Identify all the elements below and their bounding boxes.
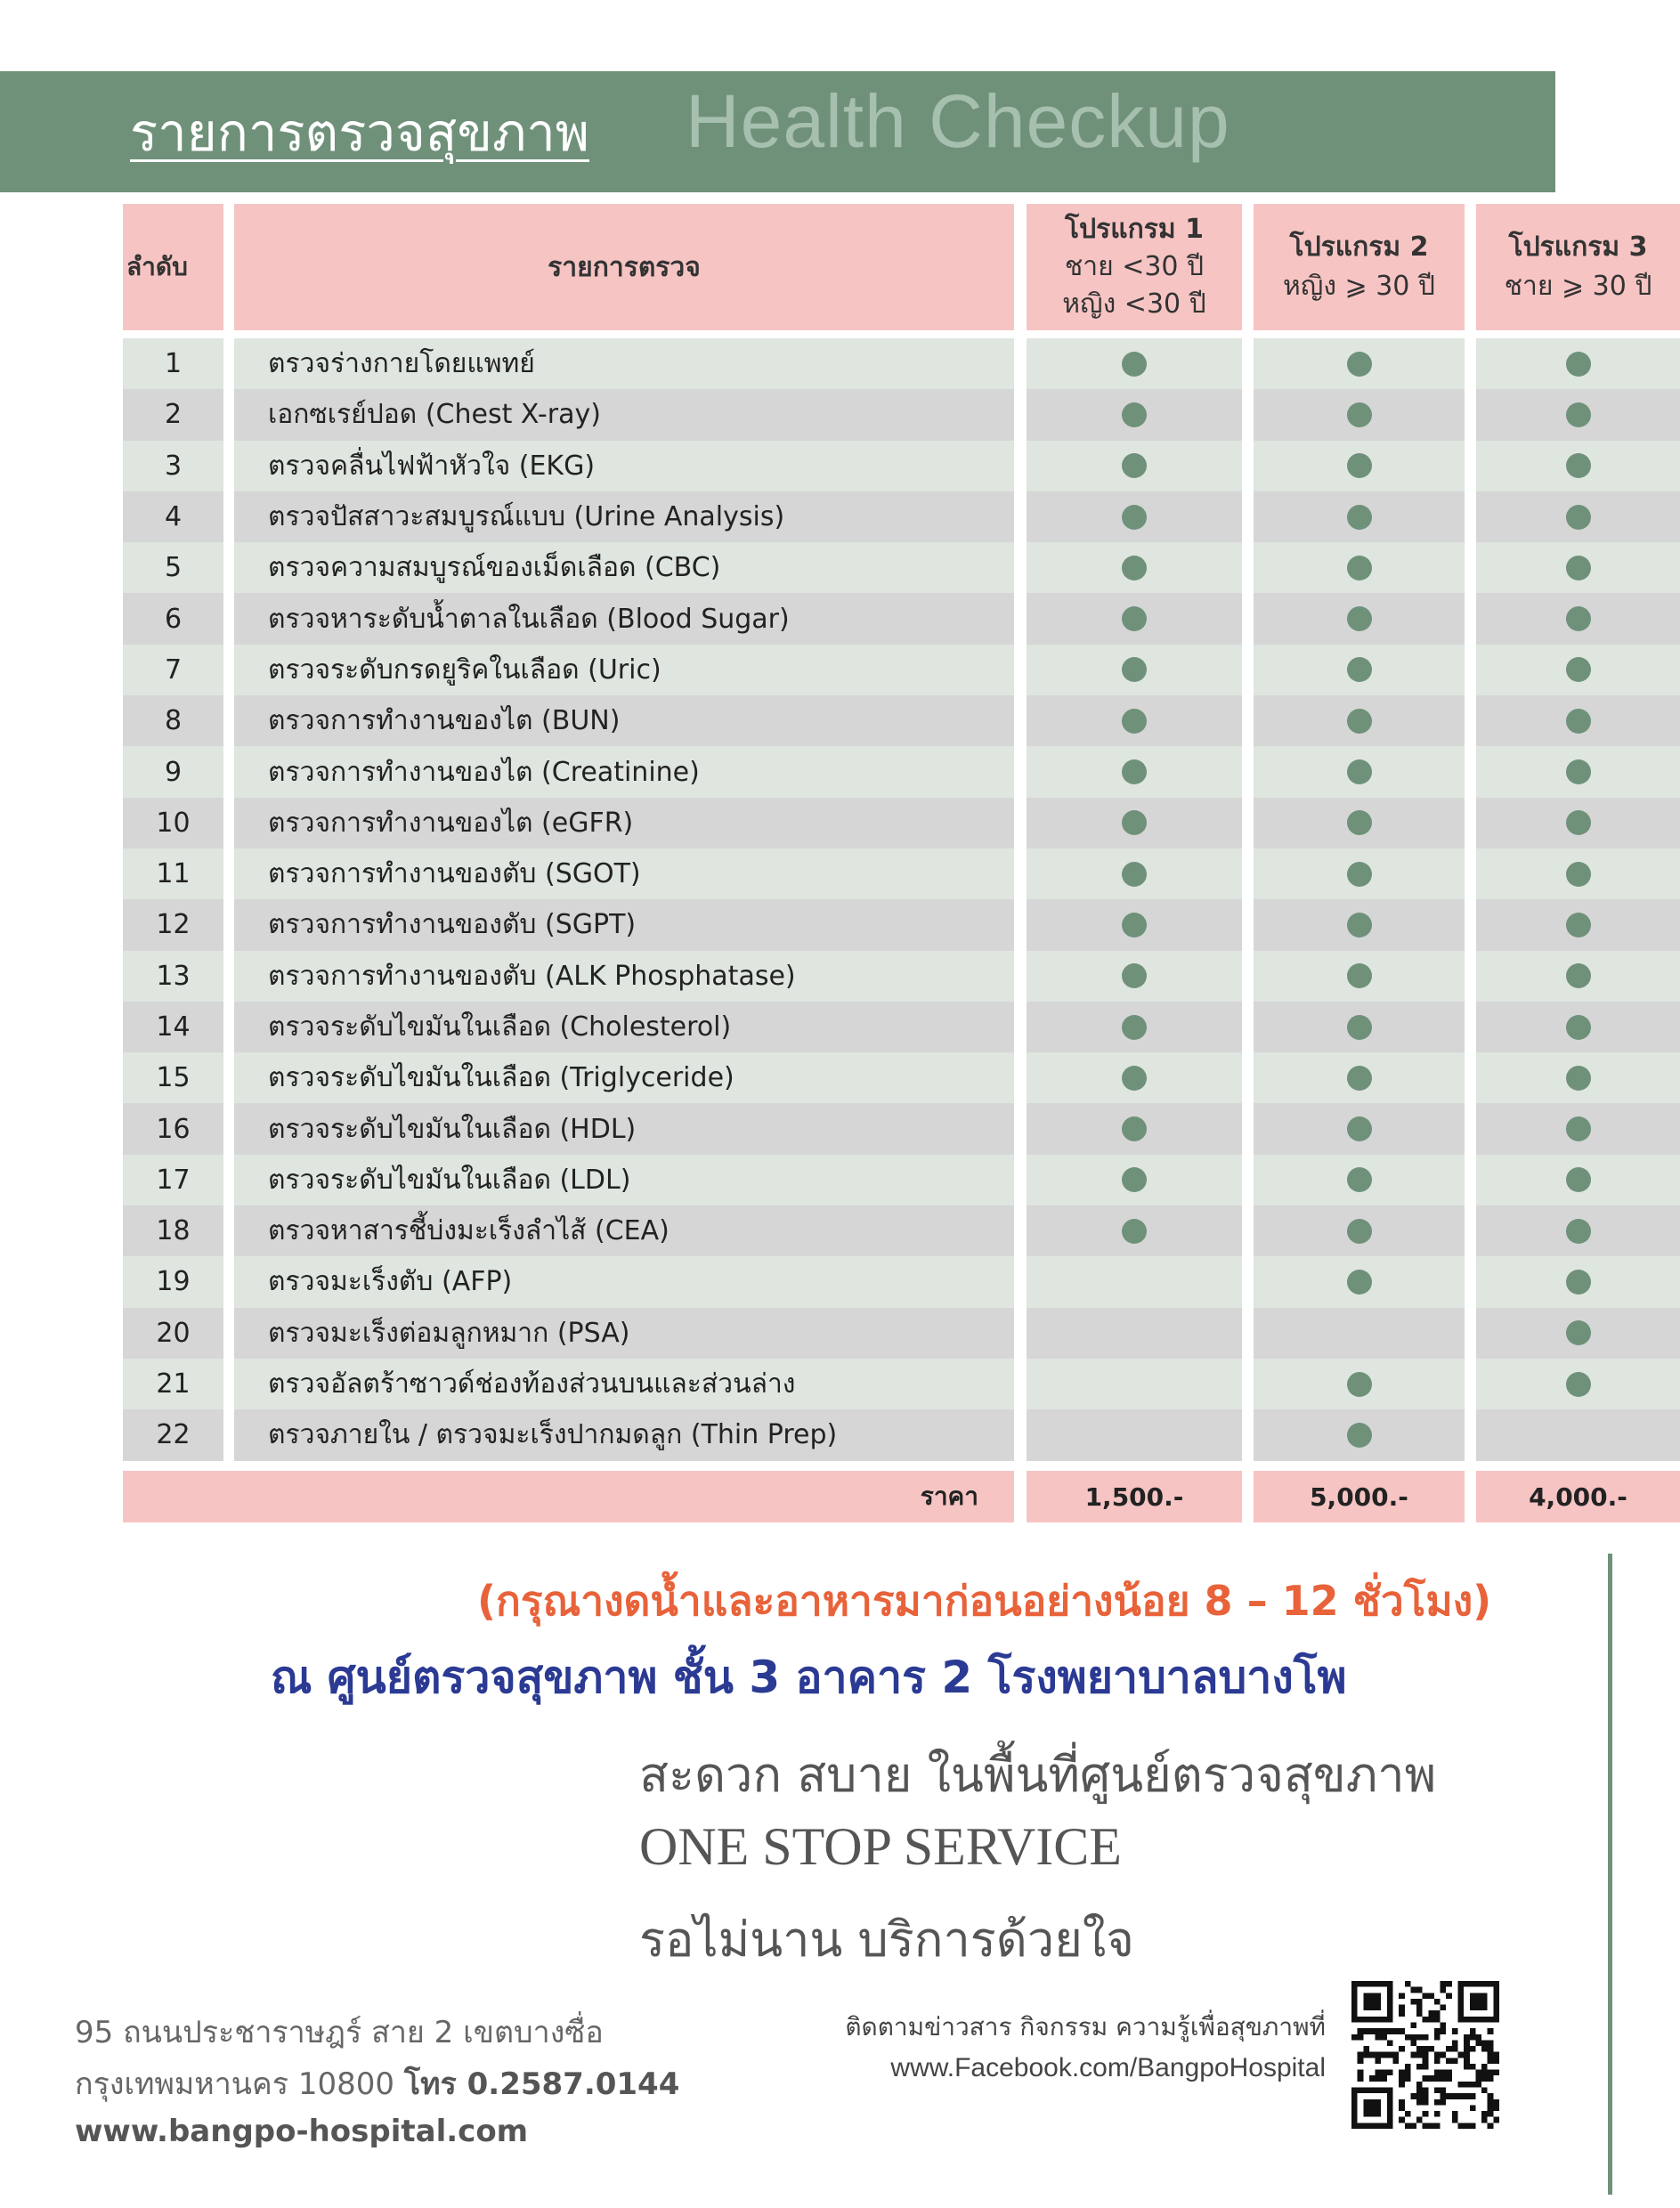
promo-line-2: ONE STOP SERVICE <box>639 1817 1122 1876</box>
row-number: 7 <box>123 645 223 695</box>
included-dot-icon <box>1566 556 1591 580</box>
col-header-program-2 <box>1254 204 1465 330</box>
row-item: ตรวจร่างกายโดยแพทย์ <box>234 338 1014 389</box>
row-number: 13 <box>123 951 223 1002</box>
table-row <box>123 491 1555 542</box>
program-3-cell <box>1476 899 1680 950</box>
program-3-name: โปรแกรม 3 <box>1508 231 1648 263</box>
row-item: ตรวจระดับกรดยูริคในเลือด (Uric) <box>234 645 1014 695</box>
table-row <box>123 1256 1555 1307</box>
program-1-male: ชาย <30 ปี <box>1064 251 1205 282</box>
program-2-cell <box>1254 695 1465 746</box>
address-city: กรุงเทพมหานคร 10800 <box>75 2066 404 2102</box>
row-number: 1 <box>123 338 223 389</box>
program-3-cell <box>1476 441 1680 491</box>
included-dot-icon <box>1347 556 1372 580</box>
col-header-program-3 <box>1476 204 1680 330</box>
included-dot-icon <box>1566 1219 1591 1244</box>
program-2-cell <box>1254 491 1465 542</box>
row-item: ตรวจการทำงานของตับ (ALK Phosphatase) <box>234 951 1014 1002</box>
included-dot-icon <box>1122 657 1147 682</box>
included-dot-icon <box>1122 606 1147 631</box>
included-dot-icon <box>1566 1116 1591 1141</box>
program-3-cell <box>1476 798 1680 848</box>
website-link[interactable]: www.bangpo-hospital.com <box>75 2114 529 2149</box>
program-1-cell <box>1027 1308 1242 1359</box>
included-dot-icon <box>1347 862 1372 887</box>
included-dot-icon <box>1122 810 1147 835</box>
table-row <box>123 593 1555 644</box>
row-item: ตรวจการทำงานของไต (BUN) <box>234 695 1014 746</box>
included-dot-icon <box>1347 606 1372 631</box>
program-3-cell <box>1476 389 1680 440</box>
program-1-cell <box>1027 951 1242 1002</box>
included-dot-icon <box>1122 352 1147 377</box>
program-3-target: ชาย ⩾ 30 ปี <box>1504 271 1652 302</box>
row-item: ตรวจคลื่นไฟฟ้าหัวใจ (EKG) <box>234 441 1014 491</box>
row-number: 6 <box>123 593 223 644</box>
program-3-cell <box>1476 338 1680 389</box>
program-1-cell <box>1027 645 1242 695</box>
price-program-3: 4,000.- <box>1476 1471 1680 1522</box>
program-3-cell <box>1476 593 1680 644</box>
program-2-cell <box>1254 1205 1465 1256</box>
follow-text: ติดตามข่าวสาร กิจกรรม ความรู้เพื่อสุขภาพที่ <box>845 2012 1326 2042</box>
program-1-cell <box>1027 1205 1242 1256</box>
included-dot-icon <box>1122 556 1147 580</box>
included-dot-icon <box>1122 453 1147 478</box>
program-2-cell <box>1254 1002 1465 1052</box>
program-2-cell <box>1254 798 1465 848</box>
included-dot-icon <box>1122 402 1147 427</box>
program-1-cell <box>1027 338 1242 389</box>
included-dot-icon <box>1566 759 1591 784</box>
program-2-cell <box>1254 1308 1465 1359</box>
price-program-2: 5,000.- <box>1254 1471 1465 1522</box>
program-1-cell <box>1027 491 1242 542</box>
row-item: ตรวจการทำงานของตับ (SGOT) <box>234 848 1014 899</box>
program-1-name: โปรแกรม 1 <box>1065 214 1204 245</box>
row-number: 21 <box>123 1359 223 1409</box>
row-number: 16 <box>123 1103 223 1154</box>
program-2-cell <box>1254 848 1465 899</box>
program-3-cell <box>1476 1052 1680 1103</box>
program-2-cell <box>1254 593 1465 644</box>
row-item: ตรวจภายใน / ตรวจมะเร็งปากมดลูก (Thin Prep) <box>234 1409 1014 1460</box>
row-number: 19 <box>123 1256 223 1307</box>
header-banner <box>0 71 1555 192</box>
program-1-cell <box>1027 593 1242 644</box>
row-item: ตรวจมะเร็งต่อมลูกหมาก (PSA) <box>234 1308 1014 1359</box>
included-dot-icon <box>1122 759 1147 784</box>
included-dot-icon <box>1566 352 1591 377</box>
included-dot-icon <box>1122 862 1147 887</box>
table-row <box>123 542 1555 593</box>
price-row <box>123 1471 1627 1522</box>
program-1-cell <box>1027 798 1242 848</box>
program-1-cell <box>1027 848 1242 899</box>
price-label: ราคา <box>123 1471 1014 1522</box>
table-row <box>123 1308 1555 1359</box>
row-number: 3 <box>123 441 223 491</box>
included-dot-icon <box>1566 1372 1591 1397</box>
included-dot-icon <box>1347 1116 1372 1141</box>
col-header-no: ลำดับ <box>123 204 223 330</box>
program-1-cell <box>1027 441 1242 491</box>
program-3-cell <box>1476 1308 1680 1359</box>
program-1-cell <box>1027 1256 1242 1307</box>
price-program-1: 1,500.- <box>1027 1471 1242 1522</box>
edge-accent-bar <box>1608 1554 1612 2195</box>
included-dot-icon <box>1347 1372 1372 1397</box>
program-2-cell <box>1254 542 1465 593</box>
program-2-cell <box>1254 899 1465 950</box>
table-row <box>123 798 1555 848</box>
included-dot-icon <box>1347 759 1372 784</box>
included-dot-icon <box>1347 709 1372 734</box>
included-dot-icon <box>1566 1167 1591 1192</box>
program-1-cell <box>1027 389 1242 440</box>
row-item: ตรวจหาระดับน้ำตาลในเลือด (Blood Sugar) <box>234 593 1014 644</box>
location-note: ณ ศูนย์ตรวจสุขภาพ ชั้น 3 อาคาร 2 โรงพยาบาลบางโพ <box>271 1652 1347 1703</box>
row-item: เอกซเรย์ปอด (Chest X-ray) <box>234 389 1014 440</box>
included-dot-icon <box>1566 963 1591 988</box>
row-item: ตรวจระดับไขมันในเลือด (LDL) <box>234 1155 1014 1205</box>
included-dot-icon <box>1566 810 1591 835</box>
included-dot-icon <box>1122 1167 1147 1192</box>
program-2-cell <box>1254 645 1465 695</box>
included-dot-icon <box>1566 1015 1591 1040</box>
program-2-cell <box>1254 1052 1465 1103</box>
qr-code-icon[interactable] <box>1351 1981 1499 2129</box>
included-dot-icon <box>1122 505 1147 530</box>
included-dot-icon <box>1566 862 1591 887</box>
included-dot-icon <box>1347 1167 1372 1192</box>
row-number: 5 <box>123 542 223 593</box>
row-number: 14 <box>123 1002 223 1052</box>
program-2-cell <box>1254 338 1465 389</box>
table-row <box>123 338 1555 389</box>
row-number: 2 <box>123 389 223 440</box>
table-row <box>123 645 1555 695</box>
row-item: ตรวจระดับไขมันในเลือด (Triglyceride) <box>234 1052 1014 1103</box>
table-row <box>123 1409 1555 1460</box>
page-title-th: รายการตรวจสุขภาพ <box>130 102 589 163</box>
program-1-female: หญิง <30 ปี <box>1062 288 1206 320</box>
program-1-cell <box>1027 695 1242 746</box>
included-dot-icon <box>1566 453 1591 478</box>
included-dot-icon <box>1566 505 1591 530</box>
included-dot-icon <box>1347 810 1372 835</box>
included-dot-icon <box>1566 402 1591 427</box>
row-number: 8 <box>123 695 223 746</box>
program-3-cell <box>1476 746 1680 797</box>
program-2-cell <box>1254 441 1465 491</box>
address-line-2 <box>75 2059 679 2107</box>
program-3-cell <box>1476 1256 1680 1307</box>
facebook-link[interactable]: www.Facebook.com/BangpoHospital <box>890 2053 1326 2082</box>
included-dot-icon <box>1122 1116 1147 1141</box>
included-dot-icon <box>1122 709 1147 734</box>
program-3-cell <box>1476 1002 1680 1052</box>
included-dot-icon <box>1122 1066 1147 1091</box>
included-dot-icon <box>1347 657 1372 682</box>
program-1-cell <box>1027 1002 1242 1052</box>
table-row <box>123 1052 1555 1103</box>
fasting-note: (กรุณางดน้ำและอาหารมาก่อนอย่างน้อย 8 – 12 ชั่วโมง) <box>477 1577 1492 1625</box>
program-1-cell <box>1027 899 1242 950</box>
row-number: 10 <box>123 798 223 848</box>
table-row <box>123 951 1555 1002</box>
row-number: 4 <box>123 491 223 542</box>
program-2-cell <box>1254 746 1465 797</box>
program-3-cell <box>1476 1205 1680 1256</box>
row-item: ตรวจมะเร็งตับ (AFP) <box>234 1256 1014 1307</box>
program-2-cell <box>1254 951 1465 1002</box>
included-dot-icon <box>1122 1015 1147 1040</box>
program-2-cell <box>1254 1155 1465 1205</box>
program-2-cell <box>1254 389 1465 440</box>
row-item: ตรวจระดับไขมันในเลือด (Cholesterol) <box>234 1002 1014 1052</box>
included-dot-icon <box>1347 453 1372 478</box>
table-row <box>123 899 1555 950</box>
program-3-cell <box>1476 491 1680 542</box>
row-number: 9 <box>123 746 223 797</box>
program-1-cell <box>1027 1409 1242 1460</box>
included-dot-icon <box>1347 1066 1372 1091</box>
row-number: 22 <box>123 1409 223 1460</box>
row-item: ตรวจหาสารชี้บ่งมะเร็งลำไส้ (CEA) <box>234 1205 1014 1256</box>
program-2-cell <box>1254 1256 1465 1307</box>
program-1-cell <box>1027 1359 1242 1409</box>
row-item: ตรวจการทำงานของตับ (SGPT) <box>234 899 1014 950</box>
row-item: ตรวจความสมบูรณ์ของเม็ดเลือด (CBC) <box>234 542 1014 593</box>
program-1-cell <box>1027 1052 1242 1103</box>
program-3-cell <box>1476 1409 1680 1460</box>
program-1-cell <box>1027 1103 1242 1154</box>
included-dot-icon <box>1347 402 1372 427</box>
program-3-cell <box>1476 695 1680 746</box>
program-3-cell <box>1476 848 1680 899</box>
included-dot-icon <box>1566 1320 1591 1345</box>
row-number: 18 <box>123 1205 223 1256</box>
program-2-cell <box>1254 1103 1465 1154</box>
col-header-program-1 <box>1027 204 1242 330</box>
table-body <box>123 338 1555 1461</box>
page-title-en: Health Checkup <box>686 79 1230 163</box>
included-dot-icon <box>1347 352 1372 377</box>
included-dot-icon <box>1566 1066 1591 1091</box>
table-row <box>123 695 1555 746</box>
program-3-cell <box>1476 1155 1680 1205</box>
row-number: 15 <box>123 1052 223 1103</box>
table-row <box>123 848 1555 899</box>
included-dot-icon <box>1122 963 1147 988</box>
promo-line-3: รอไม่นาน บริการด้วยใจ <box>639 1912 1134 1968</box>
program-3-cell <box>1476 1359 1680 1409</box>
row-number: 20 <box>123 1308 223 1359</box>
row-item: ตรวจการทำงานของไต (eGFR) <box>234 798 1014 848</box>
program-3-cell <box>1476 542 1680 593</box>
address-line-1: 95 ถนนประชาราษฎร์ สาย 2 เขตบางซื่อ <box>75 2015 604 2050</box>
table-row <box>123 1205 1555 1256</box>
promo-line-1: สะดวก สบาย ในพื้นที่ศูนย์ตรวจสุขภาพ <box>639 1747 1437 1803</box>
program-1-cell <box>1027 542 1242 593</box>
table-row <box>123 746 1555 797</box>
program-3-cell <box>1476 951 1680 1002</box>
table-row <box>123 1002 1555 1052</box>
row-item: ตรวจระดับไขมันในเลือด (HDL) <box>234 1103 1014 1154</box>
table-row <box>123 1155 1555 1205</box>
table-row <box>123 389 1555 440</box>
row-number: 17 <box>123 1155 223 1205</box>
included-dot-icon <box>1347 1219 1372 1244</box>
program-1-cell <box>1027 1155 1242 1205</box>
table-row <box>123 441 1555 491</box>
table-row <box>123 1103 1555 1154</box>
row-number: 11 <box>123 848 223 899</box>
included-dot-icon <box>1566 1270 1591 1295</box>
included-dot-icon <box>1347 1423 1372 1448</box>
col-header-item: รายการตรวจ <box>234 204 1014 330</box>
included-dot-icon <box>1347 1015 1372 1040</box>
row-item: ตรวจการทำงานของไต (Creatinine) <box>234 746 1014 797</box>
table-row <box>123 1359 1555 1409</box>
program-3-cell <box>1476 1103 1680 1154</box>
included-dot-icon <box>1347 913 1372 938</box>
program-2-cell <box>1254 1409 1465 1460</box>
included-dot-icon <box>1566 709 1591 734</box>
included-dot-icon <box>1347 963 1372 988</box>
included-dot-icon <box>1122 1219 1147 1244</box>
program-1-cell <box>1027 746 1242 797</box>
row-item: ตรวจปัสสาวะสมบูรณ์แบบ (Urine Analysis) <box>234 491 1014 542</box>
program-3-cell <box>1476 645 1680 695</box>
program-2-target: หญิง ⩾ 30 ปี <box>1283 271 1435 302</box>
row-item: ตรวจอัลตร้าซาวด์ช่องท้องส่วนบนและส่วนล่าง <box>234 1359 1014 1409</box>
included-dot-icon <box>1566 657 1591 682</box>
program-2-name: โปรแกรม 2 <box>1289 231 1429 263</box>
included-dot-icon <box>1347 505 1372 530</box>
included-dot-icon <box>1347 1270 1372 1295</box>
phone-number: โทร 0.2587.0144 <box>403 2066 680 2102</box>
program-2-cell <box>1254 1359 1465 1409</box>
included-dot-icon <box>1566 913 1591 938</box>
row-number: 12 <box>123 899 223 950</box>
included-dot-icon <box>1566 606 1591 631</box>
included-dot-icon <box>1122 913 1147 938</box>
